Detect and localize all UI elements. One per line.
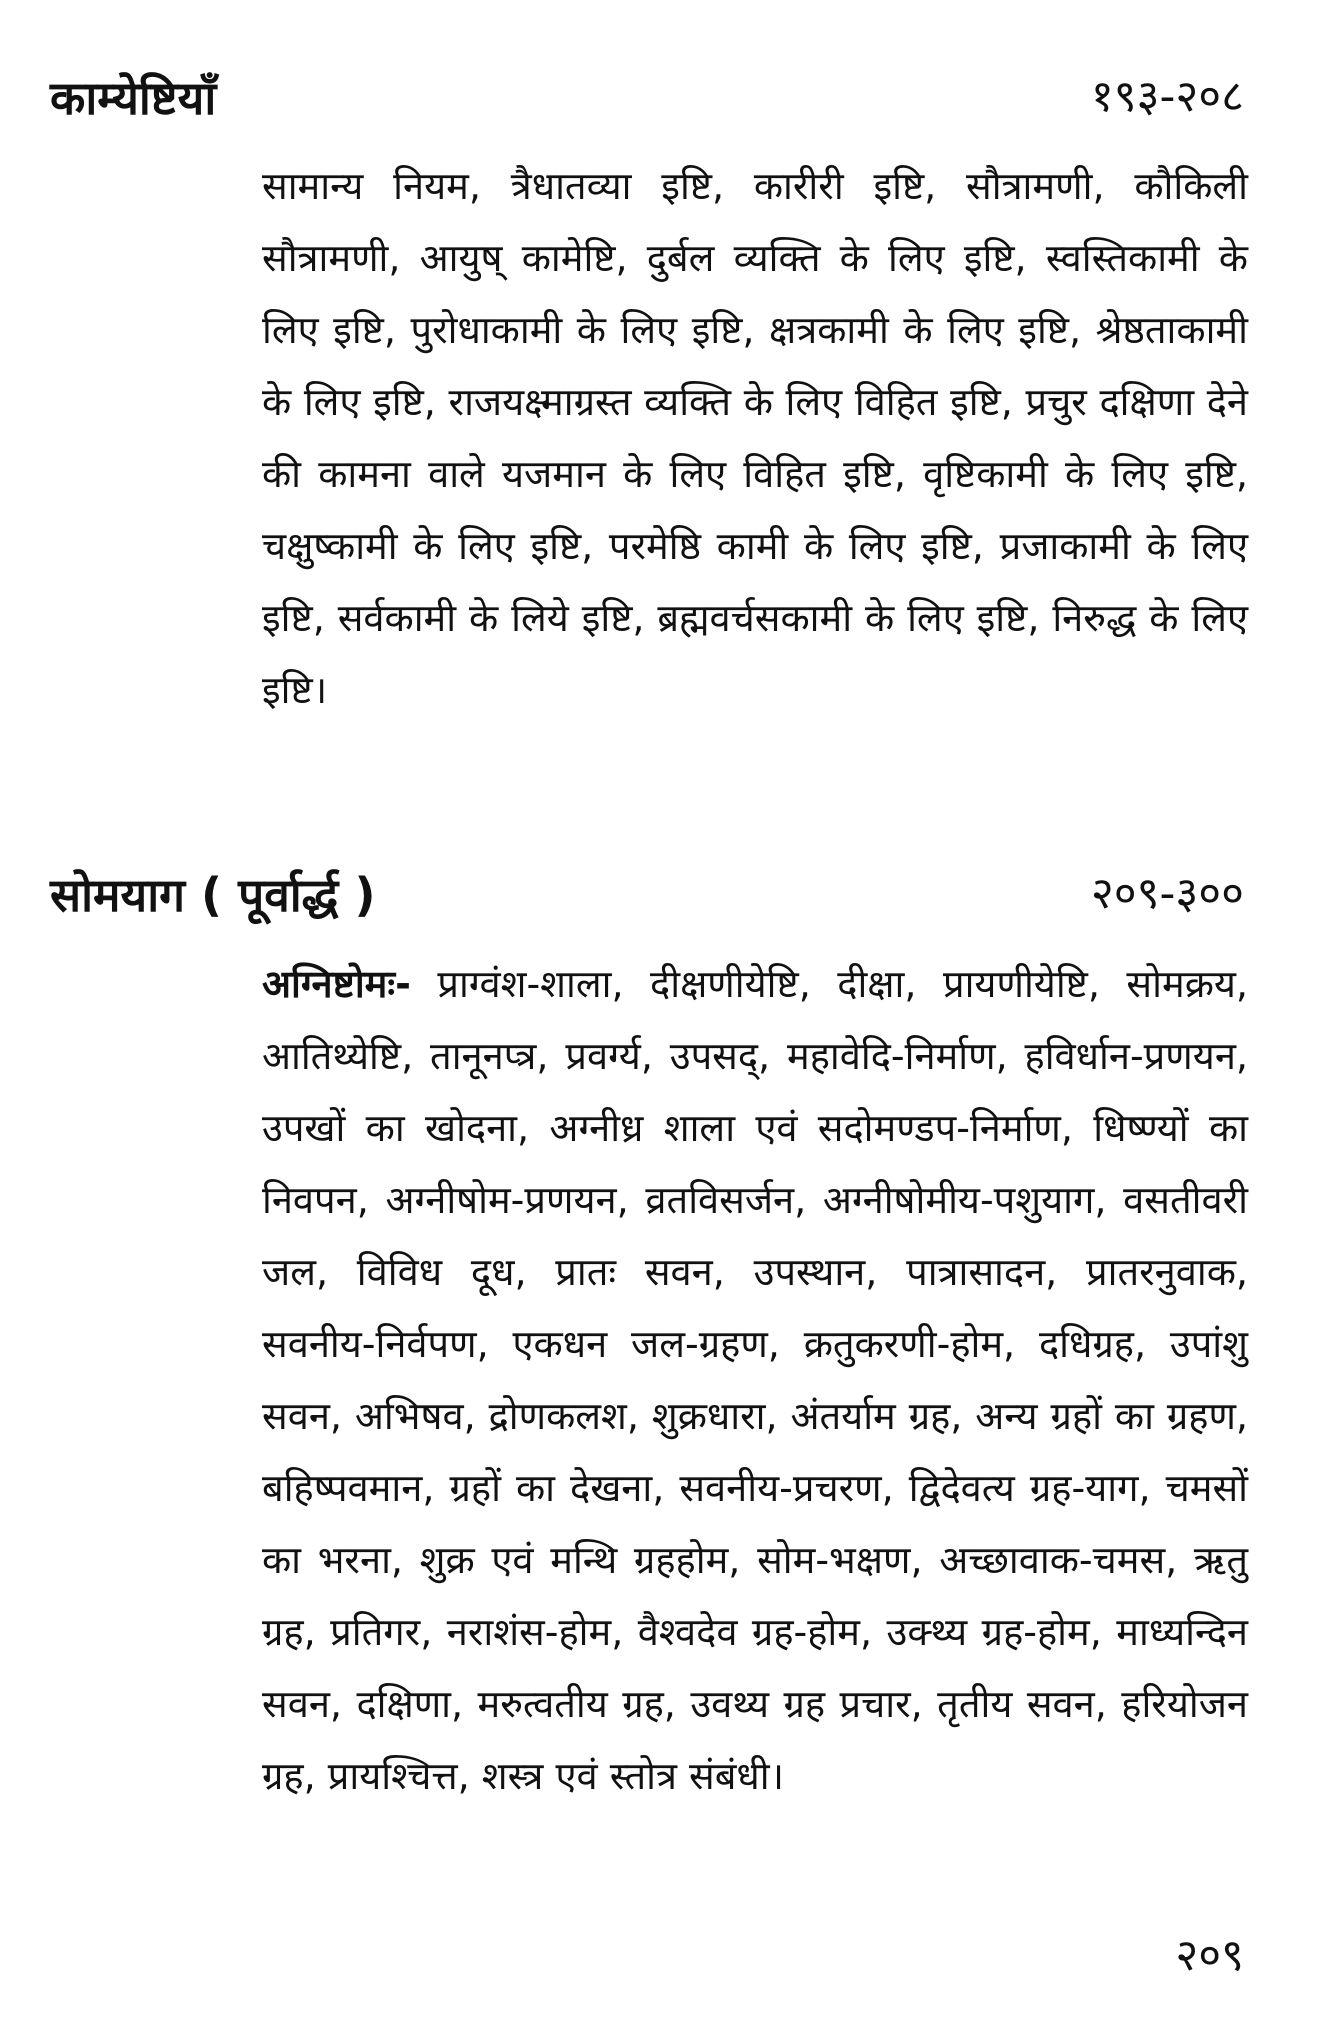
page-range-somayag: २०९-३०० (1090, 868, 1244, 919)
page-range-kamyeshtiyan: १९३-२०८ (1090, 71, 1244, 122)
section-heading-kamyeshtiyan: काम्येष्टियाँ (50, 71, 217, 125)
section-body-kamyeshtiyan (262, 150, 1248, 726)
section-body-text: सामान्य नियम, त्रैधातव्या इष्टि, कारीरी इष्टि, सौत्रामणी, कौकिली सौत्रामणी, आयुष् कामेष्टि, दुर्बल व्यक्ति के लिए इष्टि, स्वस्तिकामी के लिए इष्टि, पुरोधाकामी के लिए इष्टि, क्षत्रकामी के लिए इष्टि, श्रेष्ठताकामी के लिए इष्टि, राजयक्ष्माग्रस्त व्यक्ति के लिए विहित इष्टि, प्रचुर दक्षिणा देने की कामना वाले यजमान के लिए विहित इष्टि, वृष्टिकामी के लिए इष्टि, चक्षुष्कामी के लिए इष्टि, परमेष्ठि कामी के लिए इष्टि, प्रजाकामी के लिए इष्टि, सर्वकामी के लिये इष्टि, ब्रह्मवर्चसकामी के लिए इष्टि, निरुद्ध के लिए इष्टि। (262, 164, 1248, 712)
section-body-text: प्राग्वंश-शाला, दीक्षणीयेष्टि, दीक्षा, प्रायणीयेष्टि, सोमक्रय, आतिथ्येष्टि, तानूनप्त्र, प्रवर्ग्य, उपसद्, महावेदि-निर्माण, हविर्धान-प्रणयन, उपखों का खोदना, अग्नीध्र शाला एवं सदोमण्डप-निर्माण, धिष्ण्यों का निवपन, अग्नीषोम-प्रणयन, व्रतविसर्जन, अग्नीषोमीय-पशुयाग, वसतीवरी जल, विविध दूध, प्रातः सवन, उपस्थान, पात्रासादन, प्रातरनुवाक, सवनीय-निर्वपण, एकधन जल-ग्रहण, क्रतुकरणी-होम, दधिग्रह, उपांशु सवन, अभिषव, द्रोणकलश, शुक्रधारा, अंतर्याम ग्रह, अन्य ग्रहों का ग्रहण, बहिष्पवमान, ग्रहों का देखना, सवनीय-प्रचरण, द्विदेवत्य ग्रह-याग, चमसों का भरना, शुक्र एवं मन्थि ग्रहहोम, सोम-भक्षण, अच्छावाक-चमस, ऋतु ग्रह, प्रतिगर, नराशंस-होम, वैश्वदेव ग्रह-होम, उक्थ्य ग्रह-होम, माध्यन्दिन सवन, दक्षिणा, मरुत्वतीय ग्रह, उवथ्य ग्रह प्रचार, तृतीय सवन, हरियोजन ग्रह, प्रायश्चित्त, शस्त्र एवं स्तोत्र संबंधी। (262, 962, 1248, 1798)
page-number: २०९ (1175, 1930, 1244, 1981)
section-heading-somayag: सोमयाग ( पूर्वार्द्ध ) (50, 868, 376, 922)
section-lead-agnishtoma: अग्निष्टोमः- (262, 962, 411, 1006)
section-body-somayag (262, 948, 1248, 1812)
